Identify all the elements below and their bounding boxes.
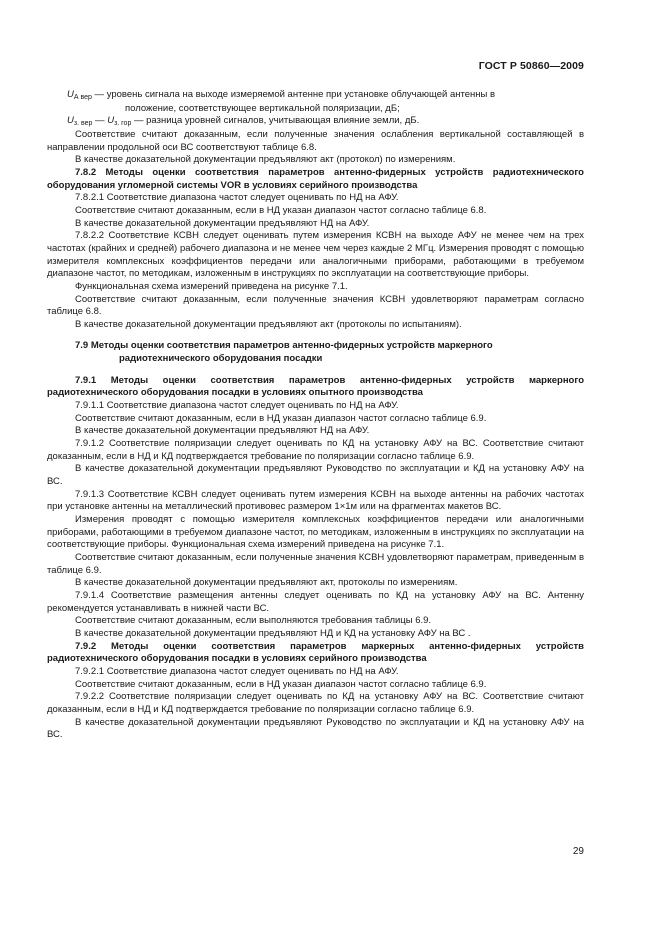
page-number: 29 [572, 846, 584, 857]
section-heading-7-9-1: 7.9.1 Методы оценки соответствия параметров антенно-фидерных устройств маркерного радиотехнического оборудования посадки в условиях опытного производства [47, 374, 584, 399]
paragraph: 7.8.2.2 Соответствие КСВН следует оценивать путем измерения КСВН на выходе АФУ не менее чем на трех частотах (крайних и средней) рабочего диапазона и не менее чем через каждые 2 МГц. Измерения проводят с помощью измерителя комплексных коэффициентов передачи или аналогичными приборами, работающими в требуемом диапазоне частот, по методикам, изложенным в инструкциях по эксплуатации на соответствующие приборы. [47, 230, 584, 280]
paragraph: В качестве доказательной документации предъявляют Руководство по эксплуатации и КД на установку АФУ на ВС. [47, 463, 584, 488]
paragraph: 7.8.2.1 Соответствие диапазона частот следует оценивать по НД на АФУ. [75, 192, 399, 204]
section-heading-7-9-2: 7.9.2 Методы оценки соответствия параметров маркерных антенно-фидерных устройств радиотехнического оборудования посадки в условиях серийного производства [47, 640, 584, 665]
paragraph: 7.9.1.1 Соответствие диапазона частот следует оценивать по НД на АФУ. [75, 400, 399, 412]
paragraph: 7.9.2.1 Соответствие диапазона частот следует оценивать по НД на АФУ. [75, 665, 399, 677]
paragraph: 7.9.1.3 Соответствие КСВН следует оценивать путем измерения КСВН на выходе антенны на рабочих частотах при установке антенны на металлический противовес размером 1×1м или на фрагментах макетов ВС. [47, 488, 584, 513]
section-heading-7-9: 7.9 Методы оценки соответствия параметров антенно-фидерных устройств маркерного радиотехнического оборудования посадки [75, 340, 493, 365]
paragraph: В качестве доказательной документации предъявляют Руководство по эксплуатации и КД на установку АФУ на ВС. [47, 716, 584, 741]
paragraph: 7.9.1.4 Соответствие размещения антенны следует оценивать по КД на установку АФУ на ВС. Антенну рекомендуется устанавливать в нижней части ВС. [47, 589, 584, 614]
paragraph: Измерения проводят с помощью измерителя комплексных коэффициентов передачи или аналогичными приборами, работающими в требуемом диапазоне частот, по методикам, изложенным в инструкциях по эксплуатации на соответствующие приборы. Функциональная схема измерений приведена на рисунке 7.1. [47, 514, 584, 551]
paragraph: Соответствие считают доказанным, если в НД указан диапазон частот согласно таблице 6.8. [75, 204, 487, 216]
paragraph: Соответствие считают доказанным, если в НД указан диапазон частот согласно таблице 6.9. [75, 678, 487, 690]
document-body [47, 89, 584, 742]
paragraph: В качестве доказательной документации предъявляют акт (протокол) по измерениям. [75, 154, 456, 166]
paragraph: В качестве доказательной документации предъявляют НД на АФУ. [75, 425, 370, 437]
paragraph: В качестве доказательной документации предъявляют НД на АФУ. [75, 217, 370, 229]
paragraph: Соответствие считают доказанным, если в НД указан диапазон частот согласно таблице 6.9. [75, 412, 487, 424]
paragraph: В качестве доказательной документации предъявляют акт, протоколы по измерениям. [75, 577, 458, 589]
paragraph: Соответствие считают доказанным, если полученные значения ослабления вертикальной составляющей в направлении продольной оси ВС соответствуют таблице 6.8. [47, 128, 584, 153]
definition-u-difference: $U_{з. вер}$ — $U_{з. гор}$ — разница уровней сигналов, учитывающая влияние земли, дБ. [67, 115, 420, 128]
document-code: ГОСТ Р 50860—2009 [478, 60, 584, 72]
section-heading-7-8-2: 7.8.2 Методы оценки соответствия параметров антенно-фидерных устройств радиотехнического оборудования угломерной системы VOR в условиях серийного производства [47, 166, 584, 191]
paragraph: Соответствие считают доказанным, если полученные значения КСВН удовлетворяют параметрам, приведенным в таблице 6.9. [47, 551, 584, 576]
paragraph: В качестве доказательной документации предъявляют акт (протоколы по испытаниям). [75, 318, 462, 330]
paragraph: Соответствие считают доказанным, если полученные значения КСВН удовлетворяют параметрам согласно таблице 6.8. [47, 293, 584, 318]
paragraph: Функциональная схема измерений приведена на рисунке 7.1. [75, 280, 348, 292]
paragraph: 7.9.2.2 Соответствие поляризации следует оценивать по КД на установку АФУ на ВС. Соответствие считают доказанным, если в НД и КД подтверждается требование по поляризации согласно таблице 6.9. [47, 691, 584, 715]
paragraph: 7.9.1.2 Соответствие поляризации следует оценивать по КД на установку АФУ на ВС. Соответствие считают доказанным, если в НД и КД подтверждается требование по поляризации согласно таблице 6.9. [47, 438, 584, 462]
paragraph: Соответствие считают доказанным, если выполняются требования таблицы 6.9. [75, 615, 432, 627]
definition-u-a-ver: $U_{А вер}$ — уровень сигнала на выходе измеряемой антенне при установке облучающей антенны в положение, соответствующее вертикальной поляризации, дБ; [67, 89, 496, 114]
paragraph: В качестве доказательной документации предъявляют НД и КД на установку АФУ на ВС . [75, 627, 471, 639]
